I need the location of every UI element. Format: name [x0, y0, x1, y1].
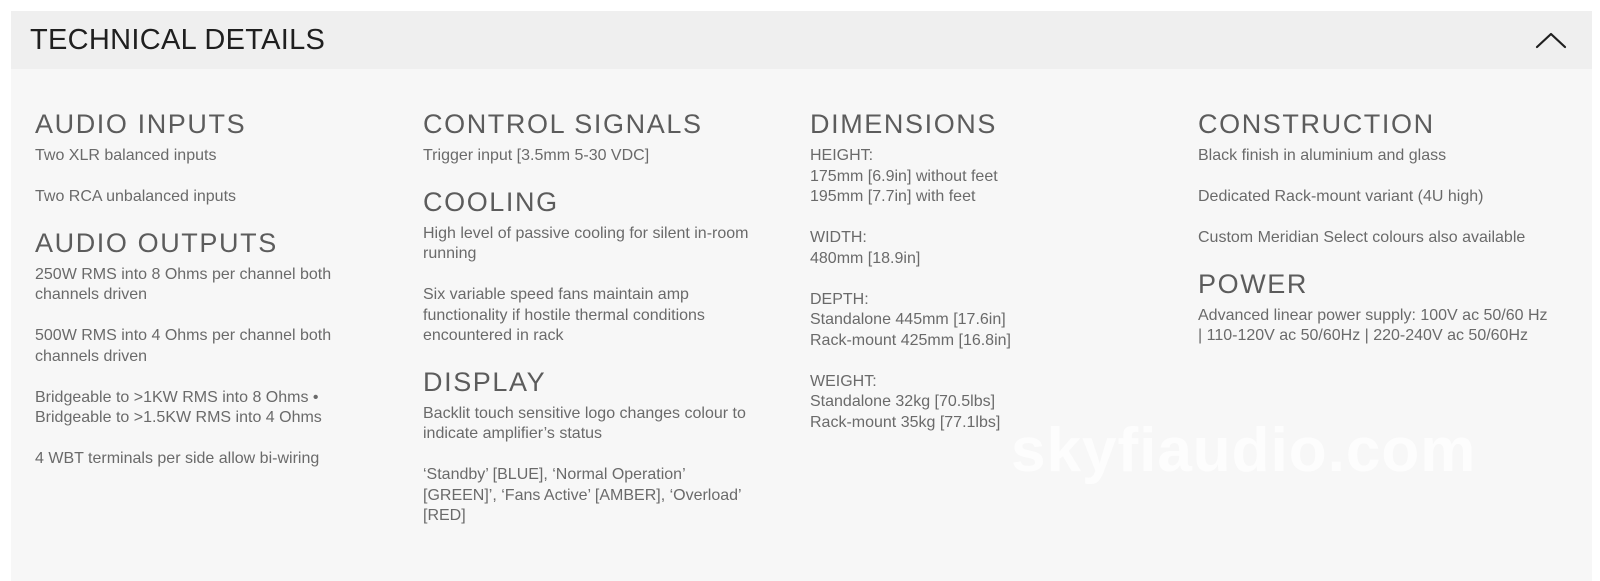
dimension-value: 195mm [7.7in] with feet: [810, 188, 976, 205]
spec-item: Backlit touch sensitive logo changes colour to indicate amplifier’s status: [423, 404, 746, 442]
spec-column-4: [1198, 107, 1556, 347]
dimension-label: WEIGHT:: [810, 372, 877, 390]
technical-details-header[interactable]: [11, 11, 1592, 69]
chevron-up-icon: [1534, 25, 1568, 55]
spec-item: 250W RMS into 8 Ohms per channel both channels driven: [35, 265, 332, 303]
cooling-section: [423, 185, 763, 347]
section-heading: COOLING: [423, 186, 559, 217]
section-heading: AUDIO INPUTS: [35, 109, 247, 139]
spec-item: High level of passive cooling for silent in-room running: [423, 224, 749, 262]
spec-item: Two XLR balanced inputs: [35, 147, 217, 164]
control-signals-section: [423, 107, 763, 167]
spec-item: Advanced linear power supply: 100V ac 50/60 Hz | 110-120V ac 50/60Hz | 220-240V ac 50/60Hz: [1198, 306, 1548, 344]
spec-column-1: [35, 107, 375, 470]
spec-item: Bridgeable to >1KW RMS into 8 Ohms • Bridgeable to >1.5KW RMS into 4 Ohms: [35, 388, 322, 426]
power-section: [1198, 267, 1556, 347]
dimension-value: 480mm [18.9in]: [810, 249, 921, 267]
watermark: skyfiaudio.com: [1011, 416, 1477, 485]
section-heading: CONSTRUCTION: [1198, 109, 1435, 139]
section-heading: POWER: [1198, 268, 1309, 299]
construction-section: [1198, 107, 1556, 249]
dimension-value: Rack-mount 35kg [77.1lbs]: [810, 413, 1001, 431]
dimension-value: Standalone 32kg [70.5lbs]: [810, 393, 996, 410]
spec-item: Custom Meridian Select colours also available: [1198, 229, 1526, 246]
section-heading: DISPLAY: [423, 366, 547, 397]
dimension-value: 175mm [6.9in] without feet: [810, 167, 998, 185]
technical-details-panel: [11, 11, 1592, 581]
spec-item: 4 WBT terminals per side allow bi-wiring: [35, 450, 320, 467]
spec-column-3: [810, 107, 1150, 433]
spec-item: Two RCA unbalanced inputs: [35, 188, 237, 205]
dimension-height: [810, 146, 1150, 208]
spec-item: Trigger input [3.5mm 5-30 VDC]: [423, 147, 650, 164]
spec-item: 500W RMS into 4 Ohms per channel both channels driven: [35, 327, 332, 365]
section-heading: AUDIO OUTPUTS: [35, 227, 278, 258]
spec-item: Six variable speed fans maintain amp functionality if hostile thermal conditions encountered in rack: [423, 286, 705, 344]
dimension-value: Standalone 445mm [17.6in]: [810, 311, 1006, 328]
collapse-toggle-button[interactable]: [1534, 25, 1568, 55]
dimension-width: [810, 228, 1150, 269]
dimension-label: DEPTH:: [810, 290, 869, 308]
display-section: [423, 365, 763, 527]
section-heading: CONTROL SIGNALS: [423, 109, 703, 139]
audio-outputs-section: [35, 226, 375, 470]
dimensions-section: [810, 107, 1150, 433]
dimension-value: Rack-mount 425mm [16.8in]: [810, 331, 1011, 349]
spec-item: Black finish in aluminium and glass: [1198, 147, 1447, 164]
spec-item: Dedicated Rack-mount variant (4U high): [1198, 188, 1484, 205]
dimension-label: HEIGHT:: [810, 147, 874, 164]
dimension-label: WIDTH:: [810, 229, 867, 246]
audio-inputs-section: [35, 107, 375, 208]
dimension-depth: [810, 290, 1150, 352]
dimension-weight: [810, 372, 1150, 434]
spec-column-2: [423, 107, 763, 527]
spec-item: ‘Standby’ [BLUE], ‘Normal Operation’ [GREEN]’, ‘Fans Active’ [AMBER], ‘Overload’ [RED]: [423, 466, 742, 524]
panel-title: TECHNICAL DETAILS: [30, 24, 326, 56]
section-heading: DIMENSIONS: [810, 109, 998, 139]
